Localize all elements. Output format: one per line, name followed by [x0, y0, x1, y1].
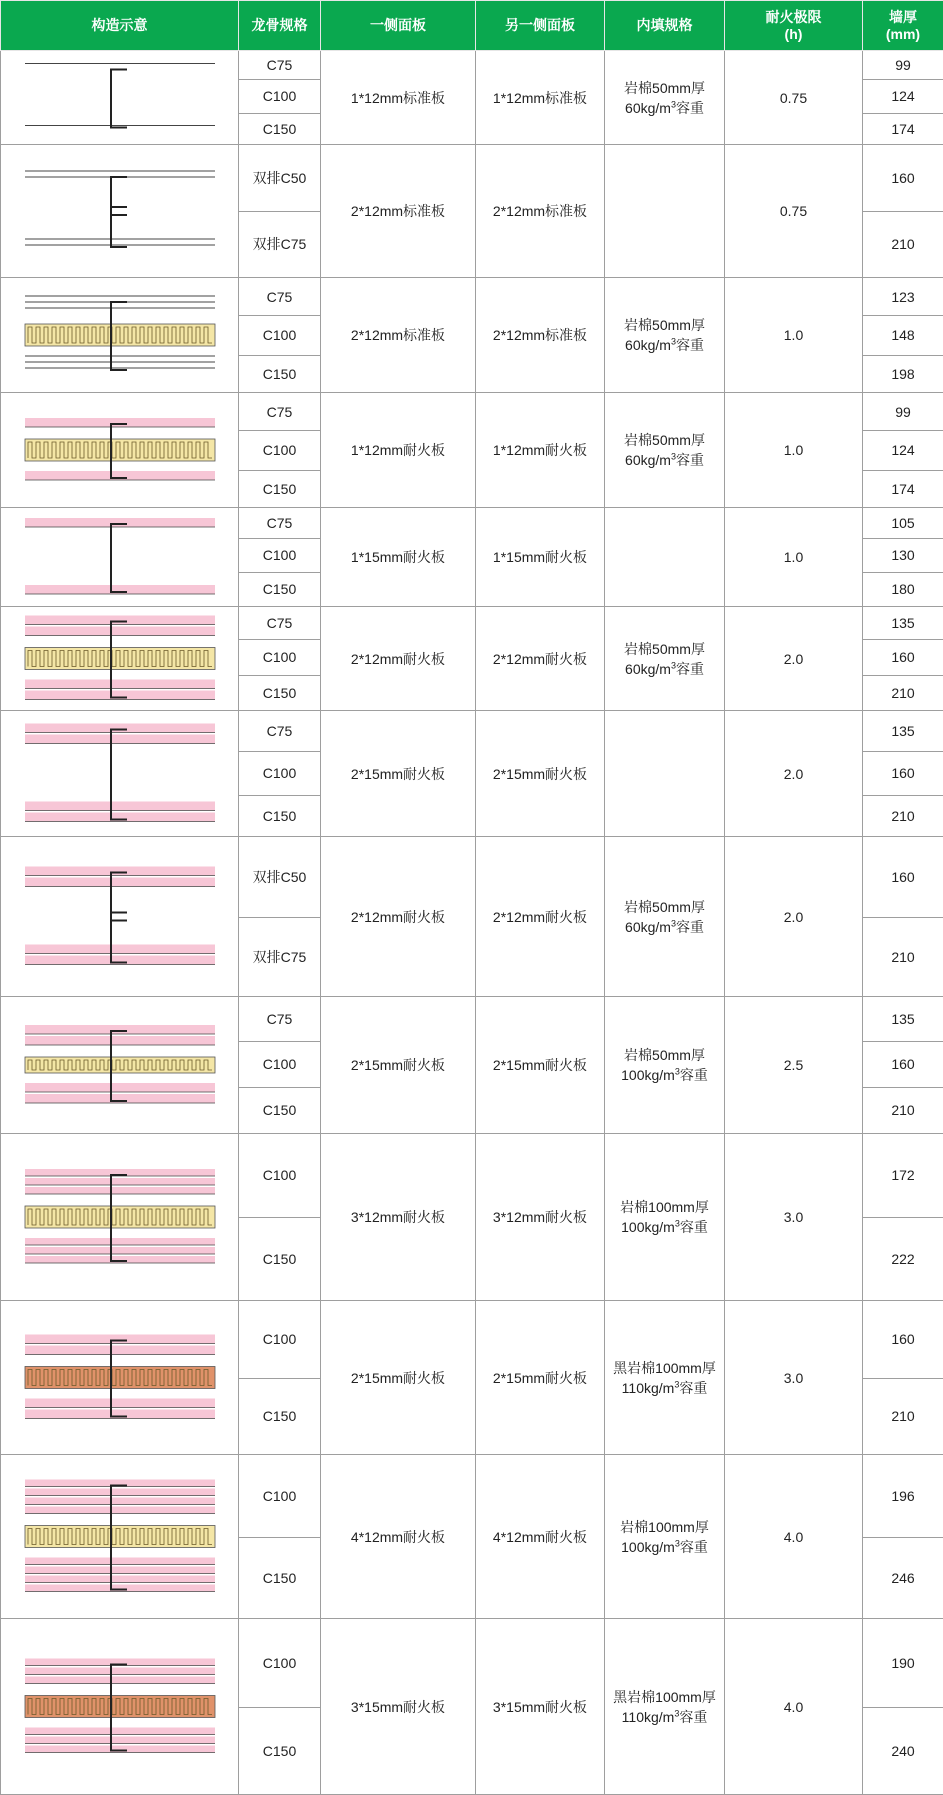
keel-cell: C150: [239, 1217, 321, 1301]
thickness-cell: 222: [863, 1217, 943, 1301]
keel-cell: C150: [239, 572, 321, 606]
fill-cell: 岩棉50mm厚 $60kg/m^3$容重: [605, 607, 725, 711]
fill-density: 60kg/m: [625, 337, 671, 353]
thickness-cell: 210: [863, 917, 943, 997]
header-thick-label: 墙厚: [889, 9, 917, 25]
fire-rating-cell: 2.5: [725, 997, 863, 1134]
thickness-cell: 210: [863, 211, 943, 278]
fill-density: 100kg/m: [621, 1539, 675, 1555]
side2-cell: 1*15mm耐火板: [476, 508, 605, 607]
fire-rating-cell: 2.0: [725, 711, 863, 837]
keel-cell: C150: [239, 1707, 321, 1795]
thickness-cell: 130: [863, 539, 943, 572]
keel-cell: C100: [239, 752, 321, 795]
fill-density-unit: 容重: [679, 1709, 707, 1725]
fire-board-top: [25, 1346, 215, 1355]
diagram-cell: [1, 1301, 239, 1455]
keel-cell: 双排C75: [239, 917, 321, 997]
thickness-cell: 160: [863, 1301, 943, 1379]
fire-board-bottom: [25, 1576, 215, 1583]
fill-density-unit: 容重: [676, 452, 704, 468]
header-fire-unit: (h): [785, 26, 803, 42]
thickness-cell: 210: [863, 1378, 943, 1455]
diagram-cell: [1, 278, 239, 393]
fill-material: 岩棉100mm厚: [620, 1199, 709, 1215]
thickness-cell: 135: [863, 711, 943, 752]
fire-rating-cell: 3.0: [725, 1301, 863, 1455]
fire-rating-cell: 0.75: [725, 51, 863, 145]
side1-cell: 2*15mm耐火板: [321, 997, 476, 1134]
keel-channel: [111, 524, 127, 592]
thickness-cell: 99: [863, 393, 943, 431]
thickness-cell: 160: [863, 837, 943, 918]
fire-board-top: [25, 1178, 215, 1185]
keel-cell: C150: [239, 355, 321, 392]
thickness-cell: 160: [863, 752, 943, 795]
side1-cell: 3*15mm耐火板: [321, 1619, 476, 1795]
header-diagram: 构造示意: [1, 1, 239, 51]
fill-material: 岩棉50mm厚: [624, 641, 705, 657]
fill-cell: 岩棉50mm厚 $60kg/m^3$容重: [605, 51, 725, 145]
wall-section-diagram: [1, 278, 239, 392]
table-row: [1, 1301, 943, 1379]
table-row: [1, 997, 943, 1042]
fill-density: 60kg/m: [625, 661, 671, 677]
keel-cell: C150: [239, 1087, 321, 1133]
thickness-cell: 160: [863, 640, 943, 675]
fill-density-unit: 容重: [680, 1539, 708, 1555]
thickness-cell: 240: [863, 1707, 943, 1795]
fill-material: 岩棉50mm厚: [624, 432, 705, 448]
keel-cell: C100: [239, 80, 321, 113]
fire-rating-cell: 3.0: [725, 1134, 863, 1301]
table-row: [1, 278, 943, 316]
fire-board-top: [25, 1025, 215, 1034]
side2-cell: 1*12mm耐火板: [476, 393, 605, 508]
keel-cell: C100: [239, 1619, 321, 1708]
fire-board-top: [25, 1335, 215, 1344]
side2-cell: 2*15mm耐火板: [476, 711, 605, 837]
fill-density-unit: 容重: [680, 1219, 708, 1235]
fill-material: 岩棉50mm厚: [624, 899, 705, 915]
wall-section-diagram: [1, 1455, 239, 1618]
fire-board-top: [25, 1677, 215, 1684]
side2-cell: 3*15mm耐火板: [476, 1619, 605, 1795]
side2-cell: 2*15mm耐火板: [476, 1301, 605, 1455]
header-fill: 内填规格: [605, 1, 725, 51]
table-row: [1, 51, 943, 80]
thickness-cell: 246: [863, 1537, 943, 1619]
fill-density-unit: 容重: [676, 337, 704, 353]
wall-section-diagram: [1, 607, 239, 710]
fire-board-bottom: [25, 1567, 215, 1574]
keel-cell: C75: [239, 607, 321, 640]
header-thick: [863, 1, 943, 51]
table-row: [1, 1619, 943, 1708]
side1-cell: 2*15mm耐火板: [321, 1301, 476, 1455]
fill-cell: 岩棉100mm厚 $100kg/m^3$容重: [605, 1455, 725, 1619]
keel-cell: C100: [239, 640, 321, 675]
table-row: [1, 1134, 943, 1218]
side2-cell: 2*12mm耐火板: [476, 837, 605, 997]
fill-density: 110kg/m: [622, 1380, 675, 1396]
diagram-cell: [1, 1619, 239, 1795]
fill-cell: 岩棉50mm厚 $60kg/m^3$容重: [605, 278, 725, 393]
fill-density: 60kg/m: [625, 100, 671, 116]
side1-cell: 1*12mm标准板: [321, 51, 476, 145]
fill-cell: 岩棉100mm厚 $100kg/m^3$容重: [605, 1134, 725, 1301]
fill-density: 100kg/m: [621, 1219, 675, 1235]
keel-cell: C100: [239, 1042, 321, 1087]
side2-cell: 2*15mm耐火板: [476, 997, 605, 1134]
table-row: [1, 837, 943, 918]
side1-cell: 2*15mm耐火板: [321, 711, 476, 837]
thickness-cell: 160: [863, 145, 943, 212]
header-side2: 另一侧面板: [476, 1, 605, 51]
table-row: [1, 393, 943, 431]
keel-cell: C150: [239, 470, 321, 507]
keel-cell: C75: [239, 711, 321, 752]
header-fire: [725, 1, 863, 51]
thickness-cell: 124: [863, 80, 943, 113]
fire-board-top: [25, 627, 215, 636]
fire-board-top: [25, 418, 215, 427]
side1-cell: 1*15mm耐火板: [321, 508, 476, 607]
thickness-cell: 124: [863, 431, 943, 470]
thickness-cell: 99: [863, 51, 943, 80]
fire-board-top: [25, 1036, 215, 1045]
fill-material: 岩棉50mm厚: [624, 80, 705, 96]
fill-cell: [605, 145, 725, 278]
wall-section-diagram: [1, 1134, 239, 1300]
thickness-cell: 105: [863, 508, 943, 539]
keel-cell: C150: [239, 113, 321, 144]
fill-material: 黑岩棉100mm厚: [613, 1360, 716, 1376]
wall-section-diagram: [1, 711, 239, 836]
side2-cell: 2*12mm标准板: [476, 278, 605, 393]
fill-cell: [605, 508, 725, 607]
diagram-cell: [1, 1455, 239, 1619]
fire-board-bottom: [25, 1247, 215, 1254]
fire-board-bottom: [25, 945, 215, 954]
side2-cell: 4*12mm耐火板: [476, 1455, 605, 1619]
keel-cell: C100: [239, 539, 321, 572]
wall-section-diagram: [1, 145, 239, 277]
side2-cell: 2*12mm耐火板: [476, 607, 605, 711]
header-side1: 一侧面板: [321, 1, 476, 51]
fire-board-top: [25, 1668, 215, 1675]
diagram-cell: [1, 997, 239, 1134]
fill-cell: 岩棉50mm厚 $60kg/m^3$容重: [605, 837, 725, 997]
fire-rating-cell: 1.0: [725, 393, 863, 508]
keel-cell: 双排C75: [239, 211, 321, 278]
keel-channel: [111, 70, 127, 128]
keel-cell: C150: [239, 1378, 321, 1455]
fire-board-top: [25, 867, 215, 876]
side1-cell: 1*12mm耐火板: [321, 393, 476, 508]
thickness-cell: 210: [863, 1087, 943, 1133]
fire-board-top: [25, 518, 215, 527]
fill-material: 岩棉50mm厚: [624, 317, 705, 333]
keel-cell: C75: [239, 393, 321, 431]
fire-rating-cell: 0.75: [725, 145, 863, 278]
fire-board-bottom: [25, 680, 215, 689]
fire-rating-cell: 1.0: [725, 508, 863, 607]
side2-cell: 3*12mm耐火板: [476, 1134, 605, 1301]
thickness-cell: 196: [863, 1455, 943, 1538]
fill-density-unit: 容重: [679, 1380, 707, 1396]
fire-board-top: [25, 1507, 215, 1514]
fire-board-top: [25, 1498, 215, 1505]
thickness-cell: 135: [863, 997, 943, 1042]
thickness-cell: 198: [863, 355, 943, 392]
wall-section-diagram: [1, 1301, 239, 1454]
keel-cell: 双排C50: [239, 837, 321, 918]
thickness-cell: 180: [863, 572, 943, 606]
header-row: [1, 1, 943, 51]
fill-density: 110kg/m: [622, 1709, 675, 1725]
keel-cell: C150: [239, 795, 321, 836]
fire-board-bottom: [25, 1737, 215, 1744]
thickness-cell: 172: [863, 1134, 943, 1218]
fill-density: 60kg/m: [625, 452, 671, 468]
fire-rating-cell: 1.0: [725, 278, 863, 393]
fire-board-top: [25, 1187, 215, 1194]
fill-material: 岩棉100mm厚: [620, 1519, 709, 1535]
keel-cell: C75: [239, 51, 321, 80]
fill-cell: [605, 711, 725, 837]
fire-rating-cell: 2.0: [725, 837, 863, 997]
keel-cell: C75: [239, 278, 321, 316]
diagram-cell: [1, 607, 239, 711]
fire-board-bottom: [25, 1238, 215, 1245]
thickness-cell: 174: [863, 470, 943, 507]
thickness-cell: 210: [863, 675, 943, 710]
table-row: [1, 508, 943, 539]
diagram-cell: [1, 51, 239, 145]
diagram-cell: [1, 145, 239, 278]
thickness-cell: 190: [863, 1619, 943, 1708]
fire-board-top: [25, 735, 215, 744]
keel-cell: C150: [239, 675, 321, 710]
keel-cell: C75: [239, 997, 321, 1042]
fill-cell: 岩棉50mm厚 $100kg/m^3$容重: [605, 997, 725, 1134]
side2-cell: 2*12mm标准板: [476, 145, 605, 278]
fire-board-bottom: [25, 1558, 215, 1565]
thickness-cell: 160: [863, 1042, 943, 1087]
fire-board-top: [25, 724, 215, 733]
wall-section-diagram: [1, 837, 239, 996]
fire-rating-cell: 2.0: [725, 607, 863, 711]
fill-density-unit: 容重: [676, 919, 704, 935]
fill-density: 60kg/m: [625, 919, 671, 935]
fill-cell: 黑岩棉100mm厚 $110kg/m^3$容重: [605, 1619, 725, 1795]
thickness-cell: 210: [863, 795, 943, 836]
diagram-cell: [1, 393, 239, 508]
keel-cell: C75: [239, 508, 321, 539]
fill-density-unit: 容重: [676, 661, 704, 677]
diagram-cell: [1, 837, 239, 997]
diagram-cell: [1, 508, 239, 607]
fire-board-bottom: [25, 1083, 215, 1092]
keel-cell: C150: [239, 1537, 321, 1619]
side2-cell: 1*12mm标准板: [476, 51, 605, 145]
header-keel: 龙骨规格: [239, 1, 321, 51]
fill-cell: 岩棉50mm厚 $60kg/m^3$容重: [605, 393, 725, 508]
table-row: [1, 711, 943, 752]
side1-cell: 2*12mm标准板: [321, 145, 476, 278]
fire-board-top: [25, 1489, 215, 1496]
diagram-cell: [1, 1134, 239, 1301]
wall-section-diagram: [1, 1619, 239, 1794]
table-row: [1, 607, 943, 640]
thickness-cell: 135: [863, 607, 943, 640]
diagram-cell: [1, 711, 239, 837]
keel-cell: C100: [239, 316, 321, 355]
side1-cell: 2*12mm标准板: [321, 278, 476, 393]
fill-material: 黑岩棉100mm厚: [613, 1689, 716, 1705]
fill-density-unit: 容重: [676, 100, 704, 116]
keel-cell: C100: [239, 1455, 321, 1538]
keel-cell: C100: [239, 1301, 321, 1379]
fire-board-top: [25, 616, 215, 625]
fire-board-bottom: [25, 802, 215, 811]
fire-board-top: [25, 878, 215, 887]
fire-rating-cell: 4.0: [725, 1455, 863, 1619]
side1-cell: 3*12mm耐火板: [321, 1134, 476, 1301]
side1-cell: 2*12mm耐火板: [321, 837, 476, 997]
table-row: [1, 1455, 943, 1538]
thickness-cell: 123: [863, 278, 943, 316]
wall-section-diagram: [1, 393, 239, 507]
fill-material: 岩棉50mm厚: [624, 1047, 705, 1063]
wall-section-diagram: [1, 508, 239, 606]
fill-density: 100kg/m: [621, 1067, 675, 1083]
table-row: [1, 145, 943, 212]
wall-section-diagram: [1, 997, 239, 1133]
fill-density-unit: 容重: [680, 1067, 708, 1083]
fire-rating-cell: 4.0: [725, 1619, 863, 1795]
keel-cell: 双排C50: [239, 145, 321, 212]
side1-cell: 4*12mm耐火板: [321, 1455, 476, 1619]
header-thick-unit: (mm): [886, 26, 920, 42]
side1-cell: 2*12mm耐火板: [321, 607, 476, 711]
thickness-cell: 148: [863, 316, 943, 355]
keel-cell: C100: [239, 431, 321, 470]
wall-section-diagram: [1, 51, 239, 144]
thickness-cell: 174: [863, 113, 943, 144]
fire-board-bottom: [25, 1728, 215, 1735]
fire-board-bottom: [25, 1399, 215, 1408]
keel-channel: [111, 177, 127, 247]
keel-cell: C100: [239, 1134, 321, 1218]
fill-cell: 黑岩棉100mm厚 $110kg/m^3$容重: [605, 1301, 725, 1455]
header-fire-label: 耐火极限: [766, 9, 822, 25]
